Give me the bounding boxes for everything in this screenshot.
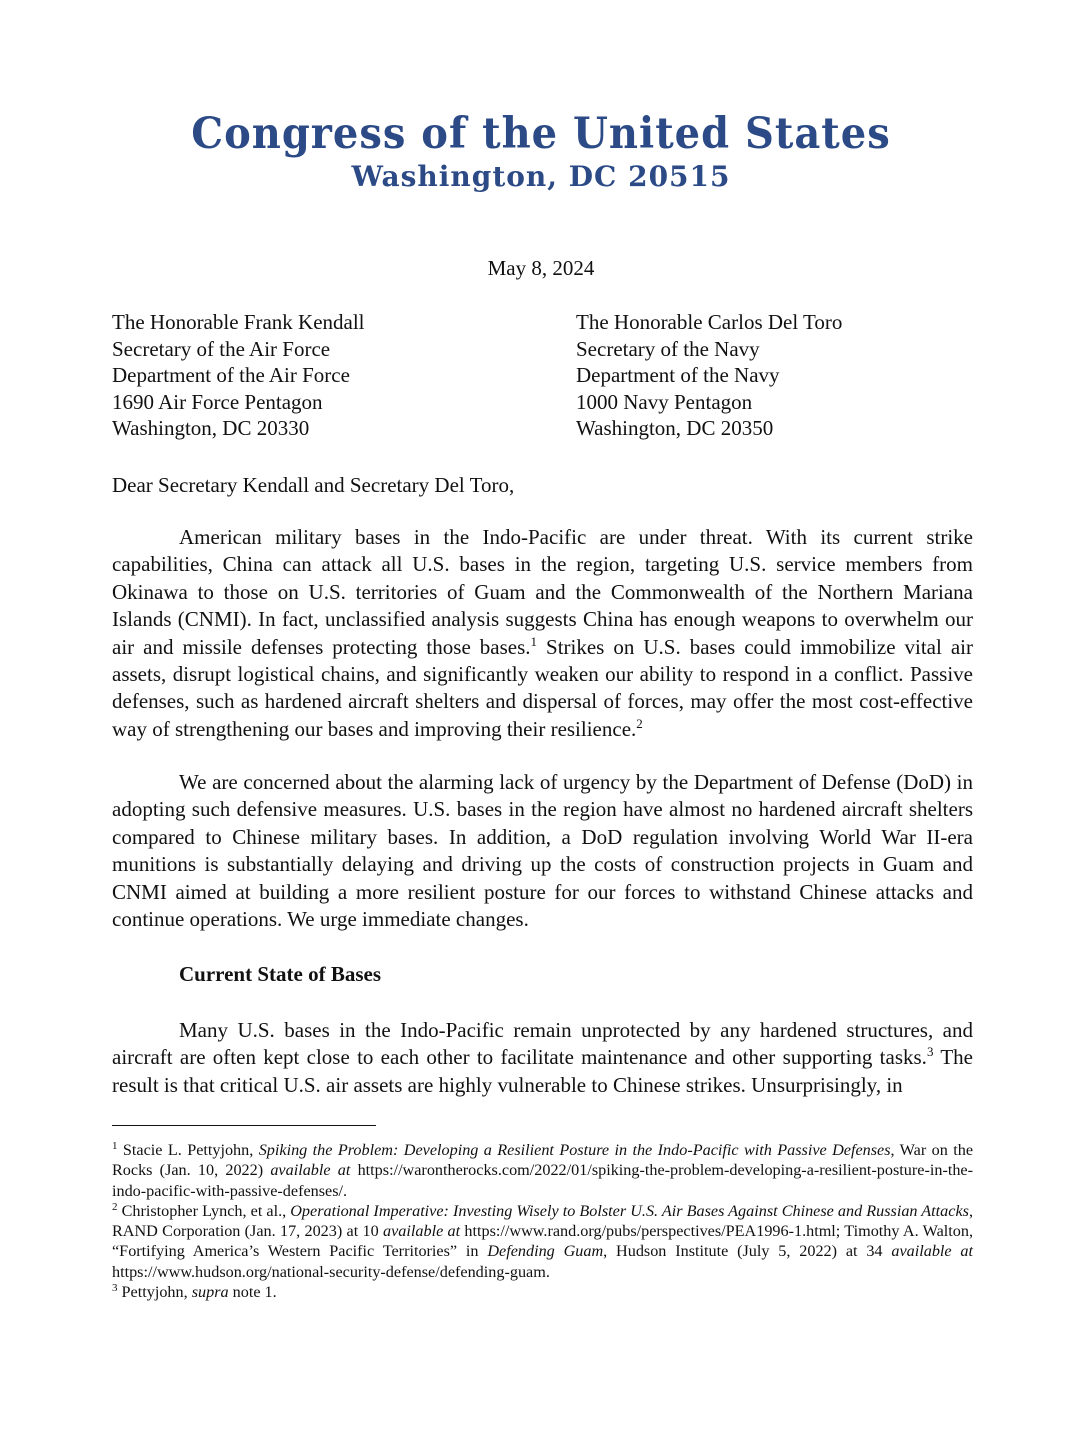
recipient-department: Department of the Air Force: [112, 363, 350, 387]
section-heading: Current State of Bases: [179, 962, 382, 986]
footnote-title: Operational Imperative: Investing Wisely to Bolster U.S. Air Bases Against Chinese and Russian Attacks: [290, 1201, 969, 1220]
footnote-ref-2: 2: [636, 715, 643, 731]
footnote-rest: note 1.: [228, 1283, 277, 1302]
body-paragraph-2: We are concerned about the alarming lack of urgency by the Department of Defense (DoD) in adopting such defensive measures. U.S. bases in the region have almost no hardened aircraft shelters compared to Chinese military bases. In addition, a DoD regulation involving World War II-era munitions is substantially delaying and driving up the costs of construction projects in Guam and CNMI aimed at building a more resilient posture for our forces to withstand Chinese attacks and continue operations. We urge immediate changes.: [112, 770, 973, 932]
footnote-available-at: available at: [383, 1222, 461, 1241]
footnote-number: 3: [112, 1282, 118, 1295]
salutation: Dear Secretary Kendall and Secretary Del Toro,: [112, 473, 515, 497]
footnote-divider: [112, 1125, 376, 1126]
footnote-url: https://www.hudson.org/national-security-defense/defending-guam.: [112, 1262, 550, 1281]
recipient-address-navy: [576, 309, 842, 442]
footnote-author: Christopher Lynch, et al.,: [117, 1201, 291, 1220]
footnote-3: [112, 1282, 973, 1302]
paragraph-text: The result is that critical U.S. air assets are highly vulnerable to Chinese strikes. Unsurprisingly, in: [112, 1045, 973, 1097]
footnote-available-at: available at: [270, 1161, 351, 1180]
footnote-author: Stacie L. Pettyjohn,: [117, 1141, 259, 1159]
recipient-city: Washington, DC 20330: [112, 416, 310, 440]
paragraph-text: American military bases in the Indo-Pacific are under threat. With its current strike capabilities, China can attack all U.S. bases in the region, targeting U.S. service members from Okinawa to those on U.S. territories of Guam and the Commonwealth of the Northern Mariana Islands (CNMI). In fact, unclassified analysis suggests China has enough weapons to overwhelm our air and missile defenses protecting those bases.: [112, 525, 973, 659]
footnote-number: 2: [112, 1200, 118, 1213]
footnote-number: 1: [112, 1140, 118, 1152]
footnote-source: , War on the Rocks (Jan. 10, 2022): [112, 1141, 974, 1180]
footnote-2: [112, 1201, 973, 1282]
recipient-street: 1690 Air Force Pentagon: [112, 389, 323, 414]
footnote-1: [112, 1140, 973, 1201]
recipient-title: Secretary of the Navy: [576, 336, 760, 361]
recipient-street: 1000 Navy Pentagon: [576, 389, 753, 414]
footnote-title: Spiking the Problem: Developing a Resilient Posture in the Indo-Pacific with Passive Defenses: [258, 1141, 891, 1159]
footnotes: [112, 1140, 973, 1302]
footnote-ref-3: 3: [926, 1044, 934, 1060]
recipient-address-air-force: [112, 309, 365, 442]
letterhead-address: Washington, DC 20515: [351, 160, 731, 193]
recipient-name: The Honorable Frank Kendall: [112, 310, 365, 334]
footnote-author: Pettyjohn,: [117, 1283, 192, 1302]
letterhead-title: Congress of the United States: [191, 108, 891, 159]
letter-date: May 8, 2024: [487, 256, 595, 280]
paragraph-text: Many U.S. bases in the Indo-Pacific remain unprotected by any hardened structures, and aircraft are often kept close to each other to facilitate maintenance and other supporting tasks.: [112, 1018, 973, 1070]
footnote-available-at: available at: [891, 1242, 974, 1261]
footnote-publisher: , Hudson Institute (July 5, 2022) at 34: [603, 1242, 892, 1261]
body-paragraph-1: [112, 524, 973, 743]
footnote-url: https://www.rand.org/pubs/perspectives/PEA1996-1.html; Timothy A. Walton, “Fortifying America’s Western Pacific Territories” in: [112, 1222, 974, 1261]
footnote-ref-1: 1: [530, 633, 538, 649]
footnote-book-title: Defending Guam: [487, 1242, 604, 1261]
recipient-title: Secretary of the Air Force: [112, 336, 331, 361]
recipient-city: Washington, DC 20350: [576, 416, 774, 440]
body-paragraph-3: [112, 1017, 973, 1099]
recipient-name: The Honorable Carlos Del Toro: [576, 310, 843, 334]
paragraph-text: Strikes on U.S. bases could immobilize vital air assets, disrupt logistical chains, and significantly weaken our ability to respond in a conflict. Passive defenses, such as hardened aircraft shelters and dispersal of forces, may offer the most cost-effective way of strengthening our bases and improving their resilience.: [112, 634, 973, 741]
footnote-url: https://warontherocks.com/2022/01/spiking-the-problem-developing-a-resilient-posture-in-the-indo-pacific-with-passive-defenses/.: [112, 1161, 974, 1200]
footnote-source: , RAND Corporation (Jan. 17, 2023) at 10: [112, 1201, 973, 1241]
recipient-department: Department of the Navy: [576, 363, 780, 387]
footnote-supra: supra: [191, 1283, 229, 1302]
